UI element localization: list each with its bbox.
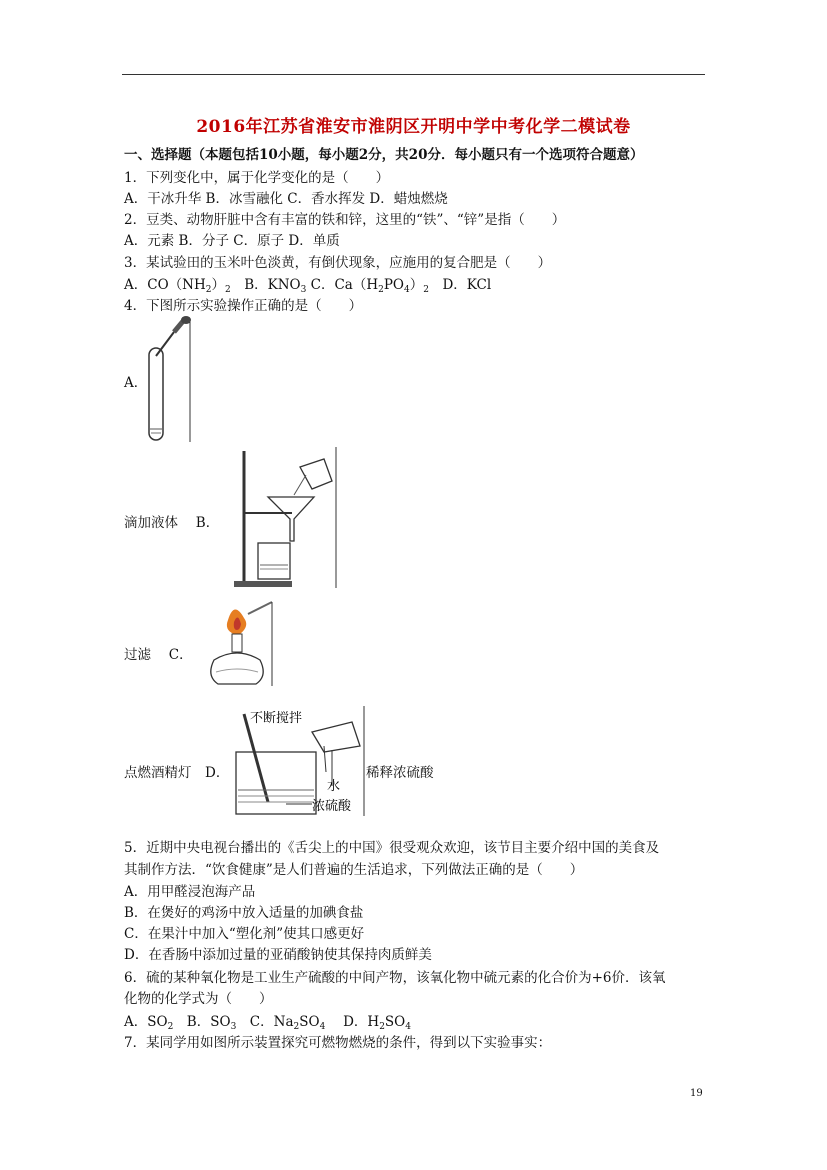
q4-caption-a-label-b: 滴加液体 B． <box>124 515 220 531</box>
q7-stem: 7．某同学用如图所示装置探究可燃物燃烧的条件，得到以下实验事实： <box>124 1035 552 1051</box>
q2-options: A．元素 B．分子 C．原子 D．单质 <box>124 233 340 249</box>
fig-d-label-stir: 不断搅拌 <box>250 711 303 726</box>
q1-stem: 1．下列变化中，属于化学变化的是（ ） <box>124 170 390 186</box>
fig-d-label-acid: 浓硫酸 <box>312 799 352 814</box>
fig-d-label-water: 水 <box>327 779 341 794</box>
alcohol-lamp-figure <box>204 600 274 688</box>
q6-stem-1: 6．硫的某种氧化物是工业生产硫酸的中间产物，该氧化物中硫元素的化合价为+6价．该氧 <box>124 970 666 986</box>
q1-options: A．干冰升华 B．冰雪融化 C．香水挥发 D．蜡烛燃烧 <box>124 191 448 207</box>
q3-options: A．$CO(NH_2)_2$ B．$KNO_3$ C．$Ca(H_2PO_4)_2$ D．KCl <box>124 277 492 295</box>
q3-stem: 3．某试验田的玉米叶色淡黄，有倒伏现象，应施用的复合肥是（ ） <box>124 255 552 271</box>
q5-option-d: D．在香肠中添加过量的亚硝酸钠使其保持肉质鲜美 <box>124 947 432 963</box>
section-heading: 一、选择题（本题包括10小题，每小题2分，共20分．每小题只有一个选项符合题意） <box>124 147 644 163</box>
q6-stem-2: 化物的化学式为（ ） <box>124 991 273 1007</box>
q4-caption-c-label-d: 点燃酒精灯 D． <box>124 765 230 781</box>
q4-label-a: A． <box>124 375 148 391</box>
filtration-figure <box>232 445 340 590</box>
page-title: 2016年江苏省淮安市淮阴区开明中学中考化学二模试卷 <box>196 117 631 137</box>
q2-stem: 2．豆类、动物肝脏中含有丰富的铁和锌，这里的“铁”、“锌”是指（ ） <box>124 212 566 228</box>
q5-option-a: A．用甲醛浸泡海产品 <box>124 884 256 900</box>
q5-option-c: C．在果汁中加入“塑化剂”使其口感更好 <box>124 926 365 942</box>
header-rule <box>122 74 705 75</box>
page-number: 19 <box>690 1088 703 1099</box>
dilute-acid-figure <box>232 706 368 818</box>
q4-caption-b-label-c: 过滤 C． <box>124 647 193 663</box>
q5-stem-1: 5．近期中央电视台播出的《舌尖上的中国》很受观众欢迎，该节目主要介绍中国的美食及 <box>124 840 660 856</box>
q4-stem: 4．下图所示实验操作正确的是（ ） <box>124 298 363 314</box>
q5-option-b: B．在煲好的鸡汤中放入适量的加碘食盐 <box>124 905 364 921</box>
q5-stem-2: 其制作方法．“饮食健康”是人们普遍的生活追求，下列做法正确的是（ ） <box>124 862 584 878</box>
q6-options: A．$SO_2$ B．$SO_3$ C．$Na_2SO_4$ D．$H_2SO_4$ <box>124 1014 411 1032</box>
test-tube-dropper-figure <box>140 316 200 444</box>
q4-caption-d: 稀释浓硫酸 <box>366 765 434 781</box>
